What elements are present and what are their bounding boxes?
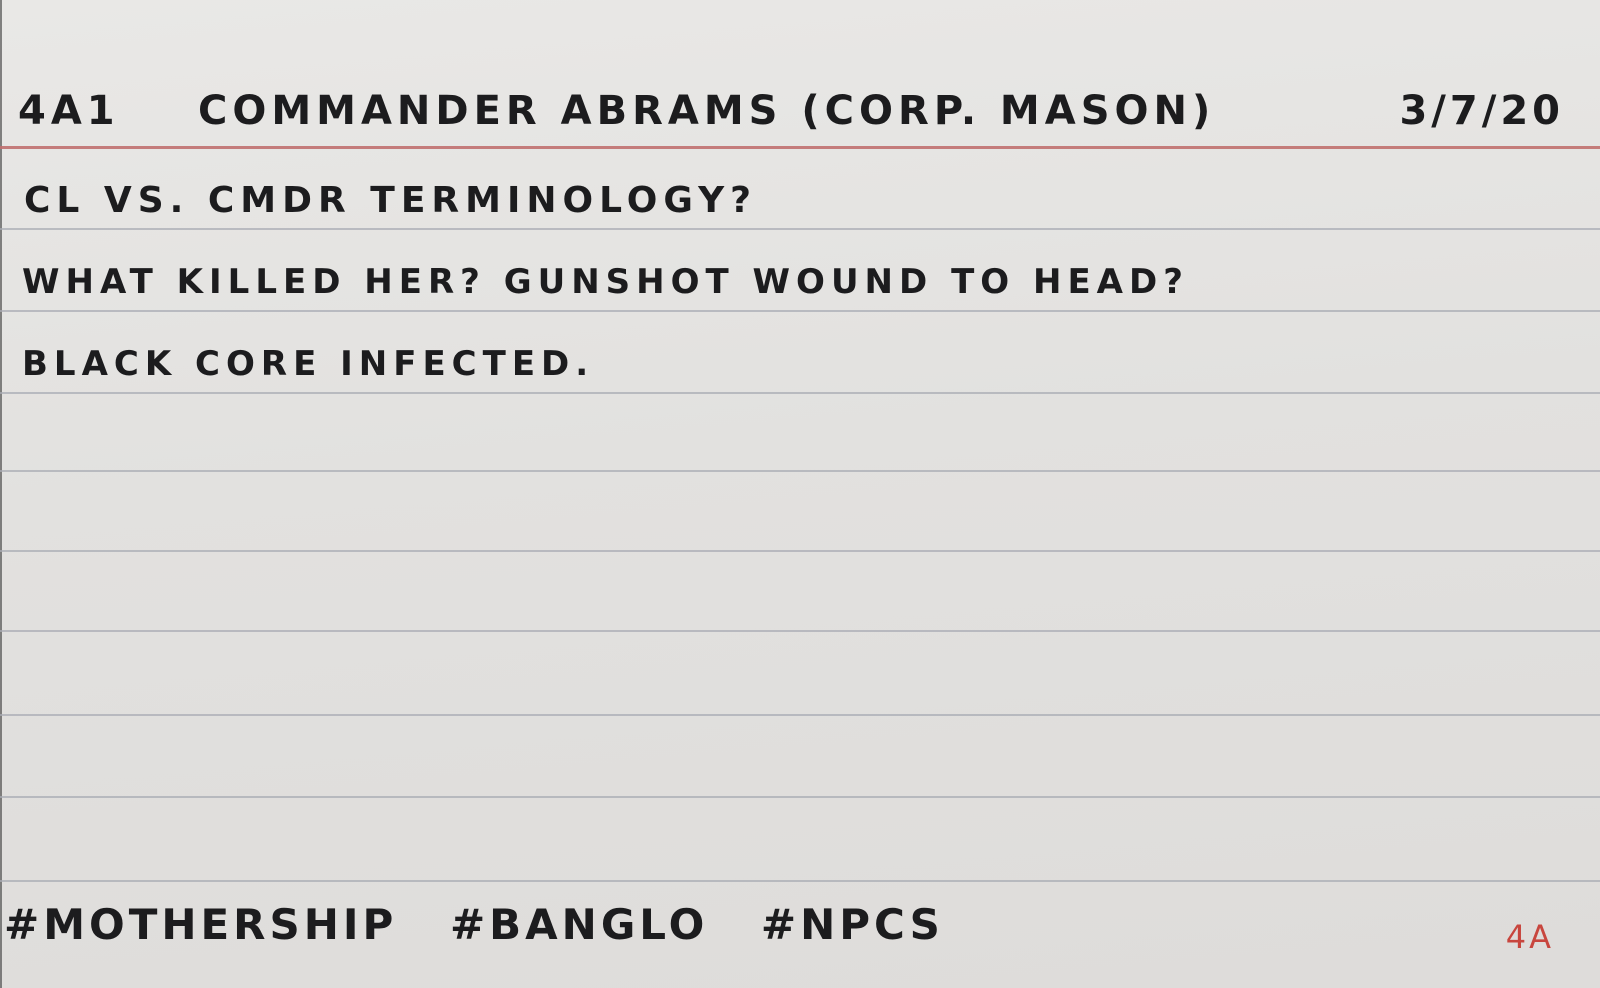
tag: #NPCS [760,900,944,949]
ruled-line [0,796,1600,798]
header-rule [0,146,1600,149]
tag-row [4,900,978,949]
ruled-line [0,714,1600,716]
ruled-line [0,470,1600,472]
note-line: CL VS. CMDR TERMINOLOGY? [24,180,758,221]
ruled-line [0,880,1600,882]
note-line: WHAT KILLED HER? GUNSHOT WOUND TO HEAD? [22,262,1189,302]
ruled-line [0,310,1600,312]
card-date: 3/7/20 [1399,88,1564,134]
ruled-line [0,550,1600,552]
tag: #BANGLO [449,900,709,949]
ruled-line [0,392,1600,394]
card-code: 4A1 [18,88,120,134]
note-line: BLACK CORE INFECTED. [22,344,595,384]
ruled-line [0,630,1600,632]
ruled-line [0,228,1600,230]
tag: #MOTHERSHIP [4,900,398,949]
card-header [18,88,1215,134]
card-title: COMMANDER ABRAMS (CORP. MASON) [198,88,1216,134]
author-initials: 4A [1505,918,1554,956]
